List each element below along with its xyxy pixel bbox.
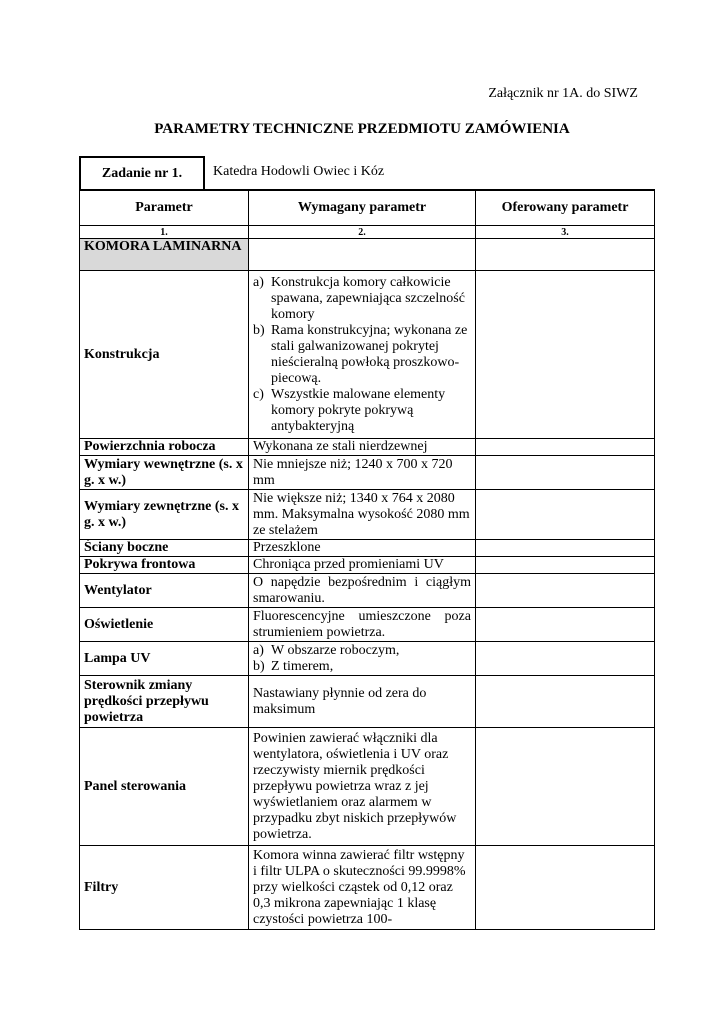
list-mark: c) [253,386,264,402]
table-row [80,490,655,540]
parameters-table [79,189,655,930]
task-box [79,156,654,190]
table-row [80,728,655,846]
list-mark: a) [253,274,264,290]
empty-cell [249,239,476,271]
table-row [80,439,655,456]
list-mark: b) [253,322,265,338]
param-name: Filtry [80,846,249,930]
param-name: Lampa UV [80,642,249,676]
column-number: 2. [249,226,476,239]
offered-cell [476,728,655,846]
param-name: Wymiary wewnętrzne (s. x g. x w.) [80,456,249,490]
param-name: Wentylator [80,574,249,608]
list-item [253,643,471,659]
table-row [80,642,655,676]
offered-cell [476,271,655,439]
required-list [253,643,471,675]
table-row [80,608,655,642]
table-row [80,574,655,608]
param-name: Sterownik zmiany prędkości przepływu powietrza [80,676,249,728]
param-required: Nie większe niż; 1340 x 764 x 2080 mm. Maksymalna wysokość 2080 mm ze stelażem [249,490,476,540]
offered-cell [476,642,655,676]
column-numbers-row [80,226,655,239]
list-item [253,323,471,387]
table-row [80,456,655,490]
offered-cell [476,239,655,271]
list-mark: a) [253,642,264,658]
param-required: Nastawiany płynnie od zera do maksimum [249,676,476,728]
offered-cell [476,676,655,728]
column-number: 3. [476,226,655,239]
param-required: Przeszklone [249,540,476,557]
param-required: Wykonana ze stali nierdzewnej [249,439,476,456]
offered-cell [476,490,655,540]
table-row [80,557,655,574]
column-header-offered: Oferowany parametr [476,190,655,226]
page-title: PARAMETRY TECHNICZNE PRZEDMIOTU ZAMÓWIENIA [154,121,570,137]
column-header-parameter: Parametr [80,190,249,226]
list-text: Rama konstrukcyjna; wykonana ze stali galwanizowanej pokrytej nieścieralną powłoką proszkowo-piecową. [271,322,468,386]
param-name: Wymiary zewnętrzne (s. x g. x w.) [80,490,249,540]
param-required [249,271,476,439]
param-name: Pokrywa frontowa [80,557,249,574]
table-row [80,846,655,930]
param-required: O napędzie bezpośrednim i ciągłym smarowaniu. [249,574,476,608]
table-row [80,271,655,439]
param-name: Ściany boczne [80,540,249,557]
offered-cell [476,608,655,642]
section-row [80,239,655,271]
list-item [253,659,471,675]
list-mark: b) [253,658,265,674]
param-name: Konstrukcja [80,271,249,439]
table-row [80,676,655,728]
column-header-required: Wymagany parametr [249,190,476,226]
list-text: W obszarze roboczym, [271,642,400,658]
param-required [249,642,476,676]
list-text: Wszystkie malowane elementy komory pokryte pokrywą antybakteryjną [271,386,446,434]
list-item [253,275,471,323]
list-text: Z timerem, [271,658,334,674]
offered-cell [476,574,655,608]
task-label: Zadanie nr 1. [79,156,205,190]
attachment-label: Załącznik nr 1A. do SIWZ [488,86,638,101]
required-list [253,275,471,435]
list-item [253,387,471,435]
column-number: 1. [80,226,249,239]
param-required: Nie mniejsze niż; 1240 x 700 x 720 mm [249,456,476,490]
param-required: Powinien zawierać włączniki dla wentylatora, oświetlenia i UV oraz rzeczywisty miernik prędkości przepływu powietrza wraz z jej wyświetlaniem oraz alarmem w przypadku zbyt niskich przepływów powietrza. [249,728,476,846]
param-required: Fluorescencyjne umieszczone poza strumieniem powietrza. [249,608,476,642]
offered-cell [476,439,655,456]
offered-cell [476,540,655,557]
table-header-row [80,190,655,226]
list-text: Konstrukcja komory całkowicie spawana, zapewniająca szczelność komory [271,274,465,322]
offered-cell [476,557,655,574]
param-required: Komora winna zawierać filtr wstępny i filtr ULPA o skuteczności 99.9998% przy wielkości cząstek od 0,12 oraz 0,3 mikrona zapewniając 1 klasę czystości powietrza 100- [249,846,476,930]
param-name: Panel sterowania [80,728,249,846]
offered-cell [476,846,655,930]
param-required: Chroniąca przed promieniami UV [249,557,476,574]
param-name: Powierzchnia robocza [80,439,249,456]
table-row [80,540,655,557]
offered-cell [476,456,655,490]
task-value: Katedra Hodowli Owiec i Kóz [213,164,385,179]
section-title: KOMORA LAMINARNA [80,239,249,271]
param-name: Oświetlenie [80,608,249,642]
